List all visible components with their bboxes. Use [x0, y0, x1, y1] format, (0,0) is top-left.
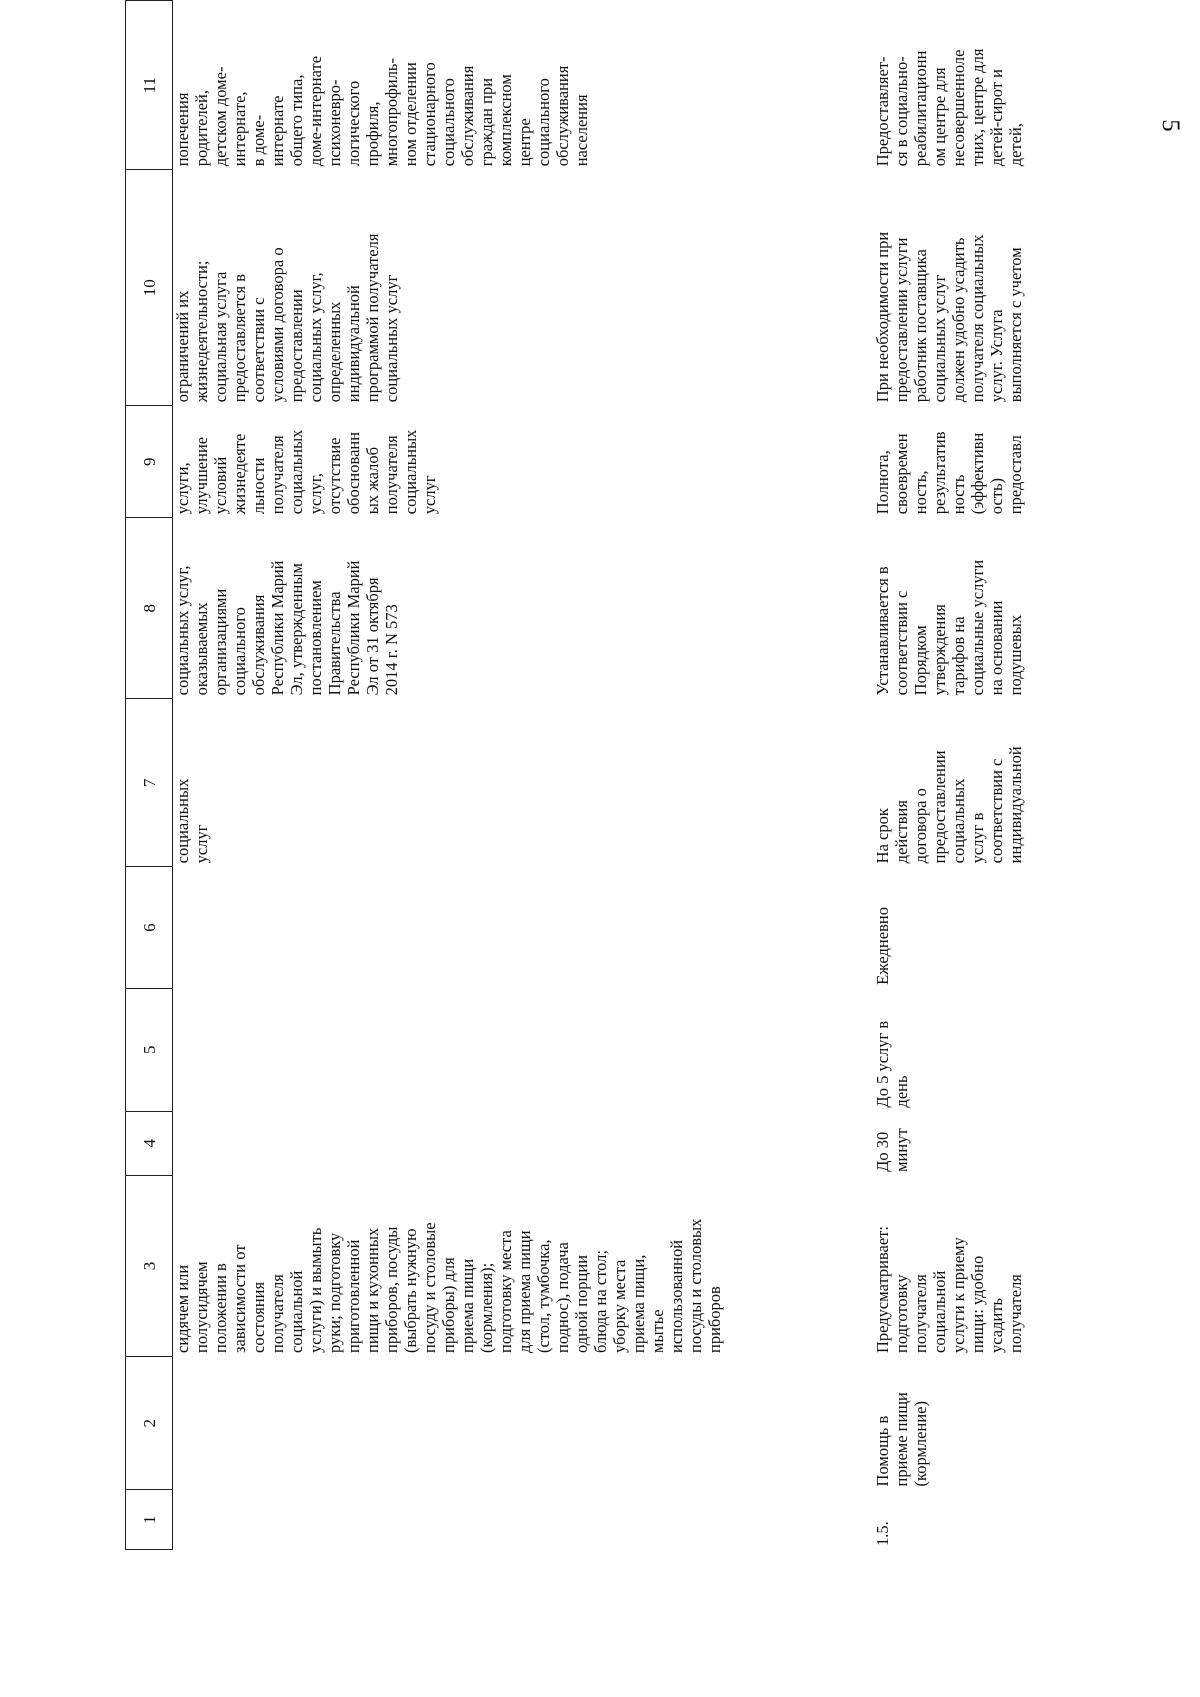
cell-text-line: населения: [572, 94, 591, 167]
cell-text-line: услуги) и вымыть: [306, 1227, 325, 1353]
cell-text-line: работник поставщика: [911, 249, 930, 403]
cell-text-line: обслуживания: [458, 65, 477, 167]
cell-tariff: [173, 518, 874, 699]
cell-conditions: [873, 170, 1173, 406]
cell-text-line: подготовку: [892, 1274, 911, 1353]
cell-text-line: Устанавливается в: [873, 566, 892, 696]
col-header-6: 6: [126, 867, 173, 989]
cell-term: [873, 699, 1173, 867]
header-row: [126, 1, 173, 1550]
cell-text-line: ограничений их: [173, 290, 192, 403]
cell-text-line: социальные услуги: [968, 559, 987, 696]
cell-text-line: До 30: [873, 1131, 892, 1172]
cell-text-line: приборов, посуды: [382, 1226, 401, 1353]
cell-text-line: интернате,: [230, 91, 249, 167]
cell-text-line: детей,: [1006, 123, 1025, 167]
cell-text-line: жизнедеятельности;: [192, 260, 211, 403]
cell-text-line: приема пищи,: [629, 1254, 648, 1353]
cell-text-line: индивидуальной: [344, 285, 363, 403]
cell-quality-indicators: [173, 406, 874, 518]
col-header-3: 3: [126, 1175, 173, 1356]
cell-text-line: соответствии с: [249, 297, 268, 403]
cell-text-line: пищи: удобно: [968, 1255, 987, 1353]
cell-text-line: попечения: [173, 92, 192, 167]
cell-text-line: соответствии с: [987, 758, 1006, 864]
cell-text-line: день: [892, 1075, 911, 1108]
cell-service-description: [173, 1175, 874, 1356]
cell-text-line: ность,: [911, 470, 930, 515]
cell-text-line: (выбрать нужную: [401, 1228, 420, 1353]
cell-text-line: (кормление): [911, 1401, 930, 1487]
cell-text-line: социальная услуга: [211, 271, 230, 403]
cell-text-line: социальных услуг,: [306, 272, 325, 403]
cell-number: [173, 1490, 874, 1550]
cell-text-line: 2014 г. N 573: [382, 604, 401, 696]
cell-text-line: условиями договора о: [268, 247, 287, 403]
col-header-10: 10: [126, 170, 173, 406]
cell-text-line: ном отделении: [401, 62, 420, 167]
cell-text-line: логического: [344, 80, 363, 167]
cell-text-line: уборку места: [610, 1259, 629, 1353]
cell-text-line: получателя: [1006, 1274, 1025, 1353]
table-row-continuation: [173, 1, 874, 1550]
cell-text-line: подушевых: [1006, 614, 1025, 696]
cell-text-line: Эл, утвержденным: [287, 563, 306, 696]
cell-text-line: обоснованн: [344, 431, 363, 515]
cell-text-line: социальных: [401, 429, 420, 515]
cell-duration: [873, 1111, 1173, 1175]
cell-text-line: (эффективн: [968, 432, 987, 515]
cell-text-line: психоневро-: [325, 79, 344, 167]
col-header-1: 1: [126, 1490, 173, 1550]
cell-text-line: предоставлении: [930, 750, 949, 864]
cell-text-line: руки; подготовку: [325, 1232, 344, 1353]
col-header-7: 7: [126, 699, 173, 867]
cell-text-line: При необходимости при: [873, 231, 892, 403]
cell-text-line: интернате: [268, 95, 287, 167]
cell-text-line: стационарного: [420, 62, 439, 167]
cell-text-line: предоставлении услуги: [892, 237, 911, 403]
cell-text-line: обслуживания: [249, 594, 268, 696]
cell-text-line: жизнедеяте: [230, 433, 249, 515]
cell-term: [173, 699, 874, 867]
cell-text-line: программой получателя: [363, 233, 382, 403]
cell-text-line: приготовленной: [344, 1239, 363, 1353]
cell-text-line: улучшение: [192, 436, 211, 515]
cell-text-line: ость): [987, 477, 1006, 515]
cell-text-line: блюда на стол;: [591, 1250, 610, 1353]
cell-text-line: пищи и кухонных: [363, 1227, 382, 1353]
cell-text-line: зависимости от: [230, 1244, 249, 1353]
cell-provider-organizations: [173, 1, 874, 170]
cell-text-line: приеме пищи: [892, 1392, 911, 1487]
cell-text-line: приема пищи: [458, 1258, 477, 1353]
cell-provider-organizations: [873, 1, 1173, 170]
cell-frequency: [873, 867, 1173, 989]
cell-text-line: тарифов на: [949, 616, 968, 696]
cell-text-line: договора о: [911, 788, 930, 864]
cell-text-line: льности: [249, 457, 268, 515]
cell-text-line: предоставляется в: [230, 273, 249, 403]
cell-text-line: действия: [892, 800, 911, 864]
cell-text-line: подготовку места: [496, 1230, 515, 1353]
cell-text-line: получателя: [911, 1274, 930, 1353]
cell-text-line: состояния: [249, 1281, 268, 1353]
cell-text-line: услуг в: [968, 812, 987, 864]
col-header-9: 9: [126, 406, 173, 518]
cell-text-line: социальных услуг: [930, 274, 949, 403]
cell-text-line: социальных услуг,: [173, 565, 192, 696]
cell-text-line: комплексном: [496, 74, 515, 167]
cell-text-line: Правительства: [325, 591, 344, 696]
cell-text-line: многопрофиль-: [382, 58, 401, 167]
cell-text-line: выполняется с учетом: [1006, 247, 1025, 403]
cell-text-line: центре: [515, 118, 534, 167]
cell-text-line: услуги,: [173, 462, 192, 515]
cell-text-line: оказываемых: [192, 602, 211, 696]
cell-service-name: [173, 1357, 874, 1490]
cell-text-line: услуг. Услуга: [987, 309, 1006, 403]
cell-text-line: сидячем или: [173, 1264, 192, 1353]
cell-text-line: использованной: [667, 1239, 686, 1353]
cell-text-line: Предоставляет-: [873, 56, 892, 167]
cell-text-line: Порядком: [911, 625, 930, 696]
cell-text-line: социальных: [949, 778, 968, 864]
cell-text-line: Предусматривает:: [873, 1226, 892, 1353]
cell-text-line: ность: [949, 474, 968, 515]
cell-text-line: предоставл: [1006, 435, 1025, 515]
cell-text-line: посуды и столовых: [686, 1218, 705, 1353]
cell-text-line: условий: [211, 456, 230, 515]
cell-text-line: утверждения: [930, 604, 949, 696]
cell-text-line: получателя социальных: [968, 234, 987, 403]
col-header-5: 5: [126, 988, 173, 1111]
cell-text-line: организациями: [211, 588, 230, 696]
cell-text-line: социальных услуг: [382, 274, 401, 403]
cell-text-line: услуг: [192, 824, 211, 864]
cell-frequency: [173, 867, 874, 989]
cell-text-line: ом центре для: [930, 67, 949, 167]
cell-text-line: 1.5.: [873, 1521, 892, 1546]
cell-text-line: детском доме-: [211, 66, 230, 167]
cell-text-line: положении в: [211, 1263, 230, 1353]
cell-text-line: приборов: [705, 1286, 724, 1353]
cell-volume: [173, 988, 874, 1111]
cell-text-line: результатив: [930, 431, 949, 515]
cell-text-line: До 5 услуг в: [873, 1020, 892, 1108]
cell-text-line: индивидуальной: [1006, 746, 1025, 864]
cell-text-line: родителей,: [192, 89, 211, 167]
cell-tariff: [873, 518, 1173, 699]
cell-text-line: социального: [230, 607, 249, 696]
cell-volume: [873, 988, 1173, 1111]
cell-text-line: для приема пищи: [515, 1230, 534, 1353]
cell-text-line: получателя: [382, 435, 401, 515]
cell-text-line: обслуживания: [553, 65, 572, 167]
cell-text-line: ых жалоб: [363, 446, 382, 515]
cell-text-line: в доме-: [249, 114, 268, 167]
cell-text-line: социальной: [930, 1270, 949, 1353]
cell-text-line: тних, центре для: [968, 48, 987, 167]
cell-quality-indicators: [873, 406, 1173, 518]
rotated-table-frame: [125, 0, 1175, 1550]
cell-text-line: отсутствие: [325, 437, 344, 515]
cell-text-line: полусидячем: [192, 1261, 211, 1353]
cell-text-line: общего типа,: [287, 74, 306, 167]
cell-text-line: реабилитационн: [911, 50, 930, 167]
cell-text-line: получателя: [268, 435, 287, 515]
cell-text-line: Республики Марий: [344, 560, 363, 696]
cell-text-line: поднос), подача: [553, 1242, 572, 1353]
cell-text-line: постановлением: [306, 580, 325, 696]
cell-text-line: услуги к приему: [949, 1237, 968, 1353]
cell-text-line: минут: [892, 1128, 911, 1172]
cell-text-line: (кормления);: [477, 1262, 496, 1353]
col-header-8: 8: [126, 518, 173, 699]
cell-text-line: профиля,: [363, 101, 382, 167]
cell-text-line: социального: [534, 78, 553, 167]
cell-text-line: посуду и столовые: [420, 1222, 439, 1353]
cell-text-line: Эл от 31 октября: [363, 577, 382, 696]
cell-text-line: получателя: [268, 1274, 287, 1353]
cell-service-name: [873, 1357, 1173, 1490]
cell-service-description: [873, 1175, 1173, 1356]
cell-text-line: соответствии с: [892, 590, 911, 696]
cell-text-line: ся в социально-: [892, 56, 911, 167]
col-header-11: 11: [126, 1, 173, 170]
cell-text-line: несовершенноле: [949, 49, 968, 167]
cell-text-line: На срок: [873, 808, 892, 864]
cell-text-line: мытье: [648, 1309, 667, 1353]
cell-text-line: определенных: [325, 301, 344, 403]
cell-duration: [173, 1111, 874, 1175]
cell-text-line: одной порции: [572, 1254, 591, 1353]
cell-text-line: приборы) для: [439, 1257, 458, 1353]
cell-text-line: услуг: [420, 475, 439, 515]
cell-text-line: услуг,: [306, 473, 325, 515]
cell-text-line: (стол, тумбочка,: [534, 1239, 553, 1353]
services-table: [125, 0, 1173, 1550]
cell-text-line: социальной: [287, 1270, 306, 1353]
col-header-2: 2: [126, 1357, 173, 1490]
table-row-1-5: [873, 1, 1173, 1550]
cell-text-line: своевремен: [892, 433, 911, 515]
cell-text-line: Ежедневно: [873, 907, 892, 985]
col-header-4: 4: [126, 1111, 173, 1175]
cell-conditions: [173, 170, 874, 406]
cell-text-line: социального: [439, 78, 458, 167]
cell-text-line: должен удобно усадить: [949, 237, 968, 403]
cell-number: [873, 1490, 1173, 1550]
cell-text-line: детей-сирот и: [987, 69, 1006, 167]
cell-text-line: на основании: [987, 600, 1006, 696]
cell-text-line: усадить: [987, 1297, 1006, 1353]
cell-text-line: Полнота,: [873, 450, 892, 515]
cell-text-line: предоставлении: [287, 289, 306, 403]
cell-text-line: граждан при: [477, 77, 496, 167]
cell-text-line: Помощь в: [873, 1415, 892, 1487]
cell-text-line: социальных: [287, 429, 306, 515]
cell-text-line: Республики Марий: [268, 560, 287, 696]
cell-text-line: доме-интернате: [306, 55, 325, 167]
page-number: 5: [1156, 119, 1184, 132]
cell-text-line: социальных: [173, 778, 192, 864]
